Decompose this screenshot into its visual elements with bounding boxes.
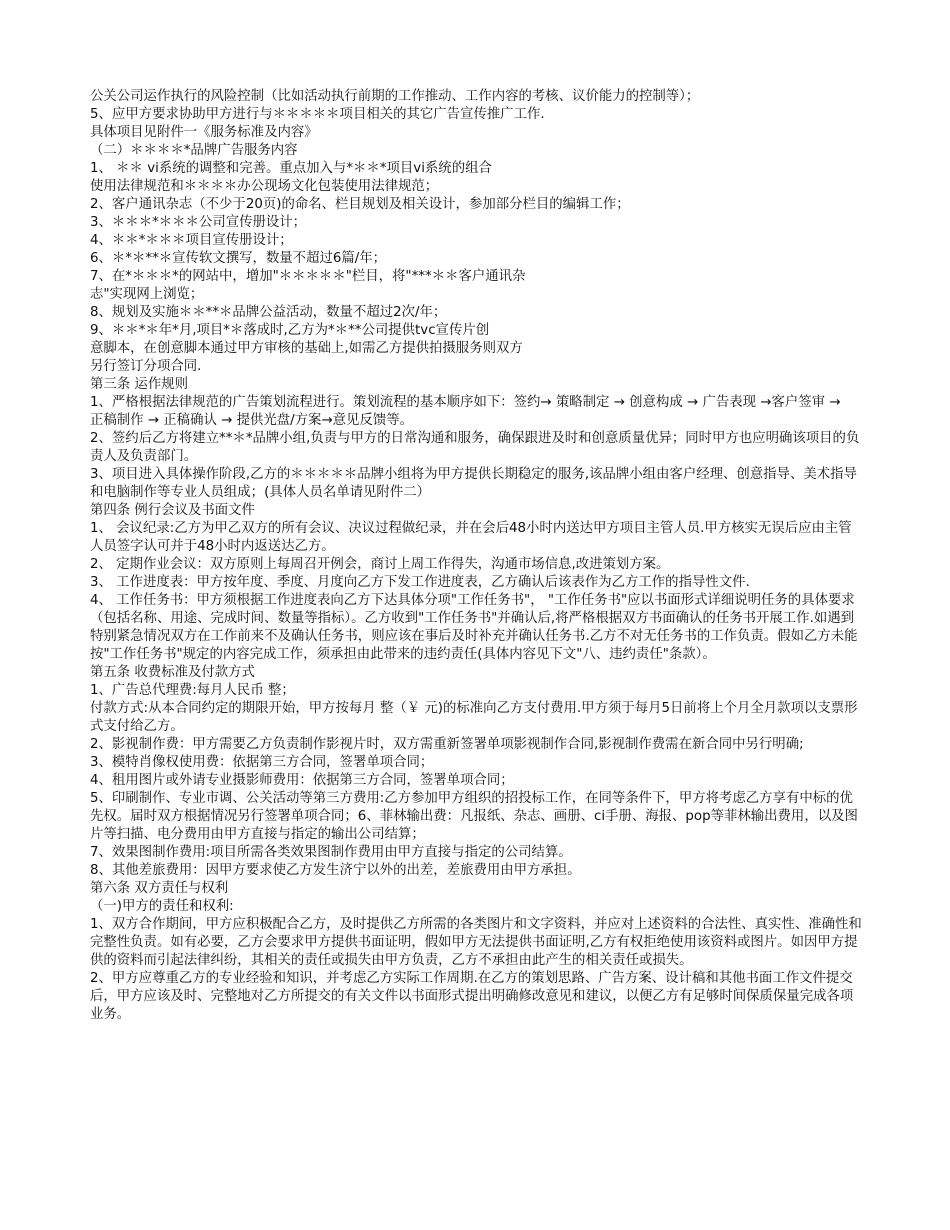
list-item: 8、规划及实施＊＊**＊品牌公益活动，数量不超过2次/年； xyxy=(90,305,447,320)
list-item: 2、客户通讯杂志（不少于20页)的命名、栏目规划及相关设计，参加部分栏目的编辑工作； xyxy=(90,197,630,212)
list-item: 7、效果图制作费用:项目所需各类效果图制作费用由甲方直接与指定的公司结算。 xyxy=(90,845,572,860)
list-item: 3、项目进入具体操作阶段,乙方的＊＊＊＊＊品牌小组将为甲方提供长期稳定的服务,该品牌小组由客户经理、创意指导、美术指导和电脑制作等专业人员组成；(具体人员名单请见附件二） xyxy=(90,467,857,500)
list-item: 5、印刷制作、专业市调、公关活动等第三方费用:乙方参加甲方组织的招投标工作，在同等条件下，甲方将考虑乙方享有中标的优先权。届时双方根据情况另行签署单项合同；6、菲林输出费：凡报纸、杂志、画册、ci手册、海报、pop等菲林输出费用，以及图片等扫描、电分费用由甲方直接与指定的输出公司结算； xyxy=(90,791,858,842)
text-line: 具体项目见附件一《服务标准及内容》 xyxy=(90,125,318,140)
text-line: 志"实现网上浏览； xyxy=(90,287,204,302)
list-item: 1、 会议纪录:乙方为甲乙双方的所有会议、决议过程做纪录，并在会后48小时内送达甲方项目主管人员.甲方核实无误后应由主管人员签字认可并于48小时内返送达乙方。 xyxy=(90,521,852,554)
list-item: 1、严格根据法律规范的广告策划流程进行。策划流程的基本顺序如下：签约→ 策略制定 → 创意构成 → 广告表现 →客户签审 → xyxy=(90,395,841,410)
list-item: 1、广告总代理费:每月人民币 整； xyxy=(90,683,295,698)
text-line: 使用法律规范和＊＊＊＊办公现场文化包装使用法律规范； xyxy=(90,179,439,194)
list-item: 9、＊＊*＊年*月,项目*＊落成时,乙方为*＊**公司提供tvc宣传片创 xyxy=(90,323,490,338)
list-item: 3、＊＊＊*＊＊＊公司宣传册设计； xyxy=(90,215,307,230)
list-item: 3、模特肖像权使用费：依据第三方合同，签署单项合同； xyxy=(90,755,434,770)
list-item: 6、＊*＊**＊宣传软文撰写，数量不超过6篇/年； xyxy=(90,251,387,266)
article-heading: 第四条 例行会议及书面文件 xyxy=(90,503,255,518)
text-line: 付款方式:从本合同约定的期限开始，甲方按每月 整（￥ 元)的标准向乙方支付费用.甲方须于每月5日前将上个月全月款项以支票形式支付给乙方。 xyxy=(90,701,858,734)
document-body xyxy=(90,88,865,1024)
article-heading: 第五条 收费标准及付款方式 xyxy=(90,665,255,680)
list-item: 4、租用图片或外请专业摄影师费用：依据第三方合同，签署单项合同； xyxy=(90,773,514,788)
list-item: 2、影视制作费：甲方需要乙方负责制作影视片时，双方需重新签署单项影视制作合同,影视制作费需在新合同中另行明确; xyxy=(90,737,804,752)
list-item: 7、在*＊＊＊*的网站中，增加"＊＊＊＊＊"栏目，将"***＊＊客户通讯杂 xyxy=(90,269,526,284)
text-line: 正稿制作 → 正稿确认 → 提供光盘/方案→意见反馈等。 xyxy=(90,413,414,428)
list-item: 1、双方合作期间，甲方应积极配合乙方，及时提供乙方所需的各类图片和文字资料，并应对上述资料的合法性、真实性、准确性和完整性负责。如有必要，乙方会要求甲方提供书面证明，假如甲方无法提供书面证明,乙方有权拒绝使用该资料或图片。如因甲方提供的资料而引起法律纠纷，其相关的责任或损失由甲方负责，乙方不承担由此产生的相关责任或损失。 xyxy=(90,917,862,968)
list-item: 2、 定期作业会议：双方原则上每周召开例会，商讨上周工作得失，沟通市场信息,改进策划方案。 xyxy=(90,557,670,572)
list-item: 3、 工作进度表：甲方按年度、季度、月度向乙方下发工作进度表，乙方确认后该表作为乙方工作的指导性文件. xyxy=(90,575,750,590)
article-heading: 第六条 双方责任与权利 xyxy=(90,881,229,896)
list-item: 5、应甲方要求协助甲方进行与＊＊＊＊＊项目相关的其它广告宣传推广工作. xyxy=(90,107,545,122)
list-item: 1、 ＊＊ vi系统的调整和完善。重点加入与*＊＊*项目vi系统的组合 xyxy=(90,161,492,176)
list-item: 4、＊＊*＊＊＊项目宣传册设计； xyxy=(90,233,293,248)
list-item: 2、签约后乙方将建立**＊*品牌小组,负责与甲方的日常沟通和服务，确保跟进及时和创意质量优异；同时甲方也应明确该项目的负责人及负责部门。 xyxy=(90,431,860,464)
text-line: 公关公司运作执行的风险控制（比如活动执行前期的工作推动、工作内容的考核、议价能力的控制等）； xyxy=(90,89,700,104)
section-heading: （一)甲方的责任和权利: xyxy=(90,899,234,914)
text-line: 另行签订分项合同. xyxy=(90,359,202,374)
text-line: 意脚本，在创意脚本通过甲方审核的基础上,如需乙方提供拍摄服务则双方 xyxy=(90,341,523,356)
article-heading: 第三条 运作规则 xyxy=(90,377,188,392)
list-item: 8、其他差旅费用：因甲方要求使乙方发生济宁以外的出差，差旅费用由甲方承担。 xyxy=(90,863,581,878)
list-item: 4、 工作任务书：甲方须根据工作进度表向乙方下达具体分项"工作任务书"， "工作任务书"应以书面形式详细说明任务的具体要求（包括名称、用途、完成时间、数量等指标）。乙方收到"工作任务书"并确认后,将严格根据双方书面确认的任务书开展工作.如遇到特别紧急情况双方在工作前来不及确认任务书，则应该在事后及时补充并确认任务书.乙方不对无任务书的工作负责。假如乙方未能按"工作任务书"规定的内容完成工作，须承担由此带来的违约责任(具体内容见下文"八、违约责任"条款）。 xyxy=(90,593,858,662)
section-heading: （二）＊＊＊＊*品牌广告服务内容 xyxy=(90,143,298,158)
list-item: 2、甲方应尊重乙方的专业经验和知识，并考虑乙方实际工作周期.在乙方的策划思路、广告方案、设计稿和其他书面工作文件提交后，甲方应该及时、完整地对乙方所提交的有关文件以书面形式提出明确修改意见和建议，以便乙方有足够时间保质保量完成各项业务。 xyxy=(90,971,854,1022)
